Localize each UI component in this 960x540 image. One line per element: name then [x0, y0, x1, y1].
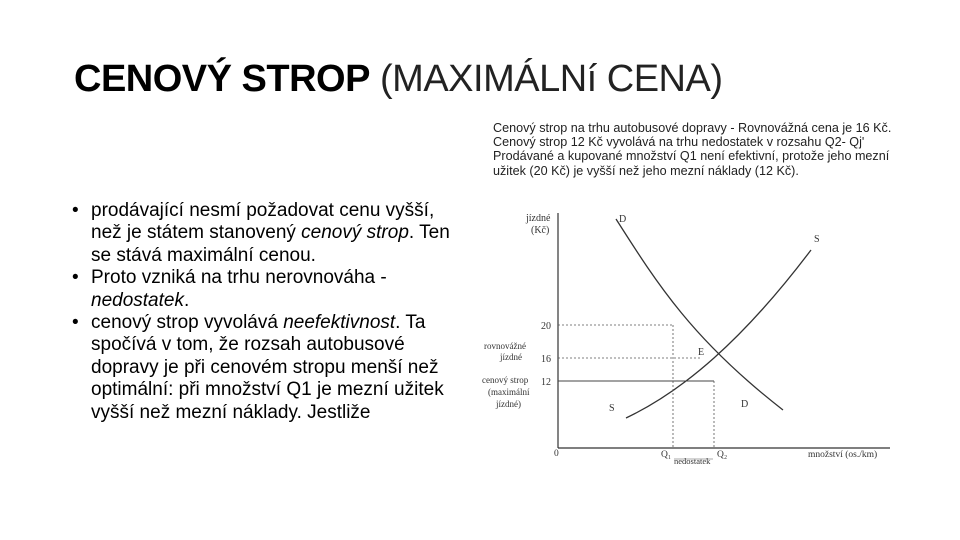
demand-label-bottom: D: [741, 399, 749, 410]
equilibrium-label-2: jízdné: [500, 352, 522, 362]
price-ceiling-diagram: [478, 205, 893, 467]
equilibrium-label-1: rovnovážné: [484, 341, 526, 351]
q1-label: Q₁: [661, 450, 672, 460]
bullet-item: • cenový strop vyvolává neefektivnost. Ta spočívá v tom, že rozsah autobusové dopravy je při cenovém stropu menší než optimální: při množství Q1 je mezní užitek vyšší než mezní náklady. Jestliže: [72, 312, 444, 423]
supply-label-bottom: S: [609, 403, 615, 414]
q2-label: Q₂: [717, 450, 728, 460]
supply-label-top: S: [814, 234, 820, 245]
origin-label: 0: [554, 449, 559, 459]
tick-12: 12: [541, 377, 551, 388]
tick-16: 16: [541, 354, 551, 365]
diagram-caption: Cenový strop na trhu autobusové dopravy - Rovnovážná cena je 16 Kč. Cenový strop 12 Kč vyvolává na trhu nedostatek v rozsahu Q2- Qj' Prodávané a kupované množství Q1 není efektivní, protože jeho mezní užitek (20 Kč) je vyšší než jeho mezní náklady (12 Kč).: [493, 121, 892, 178]
bullet-list: [72, 200, 467, 424]
title-rest: (MAXIMÁLNí CENA): [380, 58, 723, 100]
y-axis-label-2: (Kč): [531, 225, 550, 236]
tick-20: 20: [541, 321, 551, 332]
slide-title: [74, 58, 723, 101]
supply-curve: [626, 250, 811, 418]
bullet-item: • Proto vzniká na trhu nerovnováha - nedostatek.: [72, 267, 387, 311]
ceiling-label-1: cenový strop: [482, 375, 529, 385]
x-axis-label: množství (os./km): [808, 450, 878, 460]
bullet-item: • prodávající nesmí požadovat cenu vyšší, než je státem stanovený cenový strop. Ten se stává maximální cenou.: [72, 200, 450, 266]
equilibrium-point-label: E: [698, 347, 705, 358]
title-bold: CENOVÝ STROP: [74, 58, 370, 100]
demand-label-top: D: [619, 214, 627, 225]
shortage-label: nedostatek: [674, 456, 711, 466]
ceiling-label-2: (maximální: [488, 387, 530, 397]
ceiling-label-3: jízdné): [496, 399, 521, 409]
y-axis-label-1: jízdné: [526, 213, 551, 224]
